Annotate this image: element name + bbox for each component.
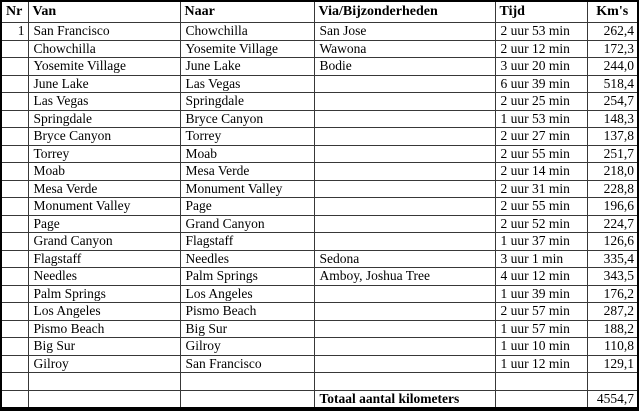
- cell-via: [314, 355, 495, 373]
- cell-km: 148,3: [587, 110, 638, 128]
- cell-van: Flagstaff: [28, 250, 180, 268]
- column-header-tijd: Tijd: [495, 1, 587, 23]
- cell-tijd: 1 uur 37 min: [495, 233, 587, 251]
- cell-tijd: 2 uur 57 min: [495, 303, 587, 321]
- cell-van: Big Sur: [28, 338, 180, 356]
- header-row: [1, 1, 638, 23]
- cell-van: Torrey: [28, 145, 180, 163]
- cell-km: 228,8: [587, 180, 638, 198]
- table-row: [1, 338, 638, 356]
- cell-tijd: 3 uur 20 min: [495, 58, 587, 76]
- cell-tijd: 2 uur 52 min: [495, 215, 587, 233]
- cell-naar: Yosemite Village: [180, 40, 314, 58]
- cell-van: Los Angeles: [28, 303, 180, 321]
- cell-km: 244,0: [587, 58, 638, 76]
- cell-nr: [1, 198, 28, 216]
- table-row: [1, 40, 638, 58]
- cell-tijd: 1 uur 57 min: [495, 320, 587, 338]
- cell-naar: Las Vegas: [180, 75, 314, 93]
- cell-tijd: 6 uur 39 min: [495, 75, 587, 93]
- cell-naar: Grand Canyon: [180, 215, 314, 233]
- cell-naar: Needles: [180, 250, 314, 268]
- cell-nr: [1, 250, 28, 268]
- cell-tijd: 2 uur 25 min: [495, 93, 587, 111]
- table-row: [1, 180, 638, 198]
- cell-nr: [1, 40, 28, 58]
- cell-nr: [1, 338, 28, 356]
- cell-nr: [1, 303, 28, 321]
- cell-via: [314, 75, 495, 93]
- cell-via: San Jose: [314, 23, 495, 41]
- cell-via: [314, 338, 495, 356]
- table-body: [1, 23, 638, 391]
- table-row: [1, 58, 638, 76]
- cell-nr: [1, 355, 28, 373]
- table-row: [1, 320, 638, 338]
- cell-via: [314, 373, 495, 391]
- cell-km: 196,6: [587, 198, 638, 216]
- cell-tijd: 1 uur 39 min: [495, 285, 587, 303]
- cell-van: June Lake: [28, 75, 180, 93]
- cell-nr: [1, 215, 28, 233]
- cell-km: 335,4: [587, 250, 638, 268]
- cell-km: [587, 373, 638, 391]
- total-row: [1, 390, 638, 409]
- cell-via: [314, 233, 495, 251]
- cell-via: [314, 285, 495, 303]
- cell-van: [28, 373, 180, 391]
- cell-van: Palm Springs: [28, 285, 180, 303]
- cell-via: [314, 145, 495, 163]
- cell-via: Wawona: [314, 40, 495, 58]
- cell-km: 251,7: [587, 145, 638, 163]
- cell-naar: Palm Springs: [180, 268, 314, 286]
- cell-naar: Monument Valley: [180, 180, 314, 198]
- cell-via: [314, 93, 495, 111]
- cell-tijd: 2 uur 27 min: [495, 128, 587, 146]
- cell-km: 262,4: [587, 23, 638, 41]
- table-row: [1, 285, 638, 303]
- column-header-nr: Nr: [1, 1, 28, 23]
- total-cell-naar: [180, 390, 314, 409]
- cell-naar: Flagstaff: [180, 233, 314, 251]
- table-row: [1, 128, 638, 146]
- table-row: [1, 23, 638, 41]
- cell-van: Bryce Canyon: [28, 128, 180, 146]
- cell-van: Yosemite Village: [28, 58, 180, 76]
- cell-km: 188,2: [587, 320, 638, 338]
- cell-van: Pismo Beach: [28, 320, 180, 338]
- table-row: [1, 250, 638, 268]
- total-km-value: 4554,7: [587, 390, 638, 409]
- cell-tijd: 2 uur 12 min: [495, 40, 587, 58]
- table-row: [1, 163, 638, 181]
- cell-km: 110,8: [587, 338, 638, 356]
- cell-via: Bodie: [314, 58, 495, 76]
- cell-nr: [1, 128, 28, 146]
- cell-via: Amboy, Joshua Tree: [314, 268, 495, 286]
- cell-via: [314, 163, 495, 181]
- cell-naar: Big Sur: [180, 320, 314, 338]
- cell-km: 254,7: [587, 93, 638, 111]
- table-row: [1, 198, 638, 216]
- cell-naar: Moab: [180, 145, 314, 163]
- cell-km: 218,0: [587, 163, 638, 181]
- cell-via: [314, 180, 495, 198]
- total-cell-nr: [1, 390, 28, 409]
- table-row: [1, 233, 638, 251]
- cell-via: Sedona: [314, 250, 495, 268]
- column-header-km: Km's: [587, 1, 638, 23]
- column-header-van: Van: [28, 1, 180, 23]
- cell-nr: [1, 58, 28, 76]
- cell-tijd: [495, 373, 587, 391]
- cell-naar: [180, 373, 314, 391]
- cell-van: Needles: [28, 268, 180, 286]
- cell-km: 287,2: [587, 303, 638, 321]
- cell-nr: [1, 180, 28, 198]
- cell-tijd: 3 uur 1 min: [495, 250, 587, 268]
- cell-nr: [1, 75, 28, 93]
- cell-via: [314, 128, 495, 146]
- table-row: [1, 75, 638, 93]
- cell-tijd: 2 uur 14 min: [495, 163, 587, 181]
- total-cell-van: [28, 390, 180, 409]
- cell-km: 137,8: [587, 128, 638, 146]
- cell-km: 126,6: [587, 233, 638, 251]
- table-row: [1, 110, 638, 128]
- cell-via: [314, 110, 495, 128]
- cell-via: [314, 215, 495, 233]
- cell-nr: [1, 93, 28, 111]
- cell-van: Grand Canyon: [28, 233, 180, 251]
- cell-nr: [1, 373, 28, 391]
- cell-km: 518,4: [587, 75, 638, 93]
- cell-nr: [1, 110, 28, 128]
- column-header-naar: Naar: [180, 1, 314, 23]
- cell-nr: 1: [1, 23, 28, 41]
- cell-van: Las Vegas: [28, 93, 180, 111]
- cell-nr: [1, 268, 28, 286]
- table-row: [1, 215, 638, 233]
- table-row: [1, 145, 638, 163]
- cell-naar: San Francisco: [180, 355, 314, 373]
- cell-naar: Gilroy: [180, 338, 314, 356]
- cell-naar: Torrey: [180, 128, 314, 146]
- column-header-via: Via/Bijzonderheden: [314, 1, 495, 23]
- total-label: Totaal aantal kilometers: [314, 390, 495, 409]
- cell-km: 172,3: [587, 40, 638, 58]
- cell-tijd: 2 uur 55 min: [495, 198, 587, 216]
- total-cell-tijd: [495, 390, 587, 409]
- table-row: [1, 268, 638, 286]
- cell-van: Chowchilla: [28, 40, 180, 58]
- cell-naar: Pismo Beach: [180, 303, 314, 321]
- cell-tijd: 1 uur 12 min: [495, 355, 587, 373]
- cell-tijd: 2 uur 53 min: [495, 23, 587, 41]
- cell-van: Springdale: [28, 110, 180, 128]
- cell-km: 224,7: [587, 215, 638, 233]
- cell-van: Monument Valley: [28, 198, 180, 216]
- cell-van: Moab: [28, 163, 180, 181]
- table-row: [1, 355, 638, 373]
- cell-tijd: 1 uur 53 min: [495, 110, 587, 128]
- cell-km: 176,2: [587, 285, 638, 303]
- cell-van: Mesa Verde: [28, 180, 180, 198]
- cell-van: Page: [28, 215, 180, 233]
- cell-tijd: 2 uur 31 min: [495, 180, 587, 198]
- cell-naar: Chowchilla: [180, 23, 314, 41]
- cell-nr: [1, 285, 28, 303]
- cell-tijd: 1 uur 10 min: [495, 338, 587, 356]
- cell-tijd: 4 uur 12 min: [495, 268, 587, 286]
- cell-via: [314, 198, 495, 216]
- table-row: [1, 303, 638, 321]
- cell-nr: [1, 163, 28, 181]
- table-row: [1, 373, 638, 391]
- cell-naar: Springdale: [180, 93, 314, 111]
- cell-naar: Los Angeles: [180, 285, 314, 303]
- table-row: [1, 93, 638, 111]
- cell-nr: [1, 233, 28, 251]
- cell-km: 343,5: [587, 268, 638, 286]
- cell-naar: Mesa Verde: [180, 163, 314, 181]
- cell-km: 129,1: [587, 355, 638, 373]
- cell-via: [314, 303, 495, 321]
- cell-naar: June Lake: [180, 58, 314, 76]
- cell-naar: Bryce Canyon: [180, 110, 314, 128]
- cell-via: [314, 320, 495, 338]
- cell-nr: [1, 320, 28, 338]
- cell-van: San Francisco: [28, 23, 180, 41]
- cell-van: Gilroy: [28, 355, 180, 373]
- cell-naar: Page: [180, 198, 314, 216]
- cell-tijd: 2 uur 55 min: [495, 145, 587, 163]
- cell-nr: [1, 145, 28, 163]
